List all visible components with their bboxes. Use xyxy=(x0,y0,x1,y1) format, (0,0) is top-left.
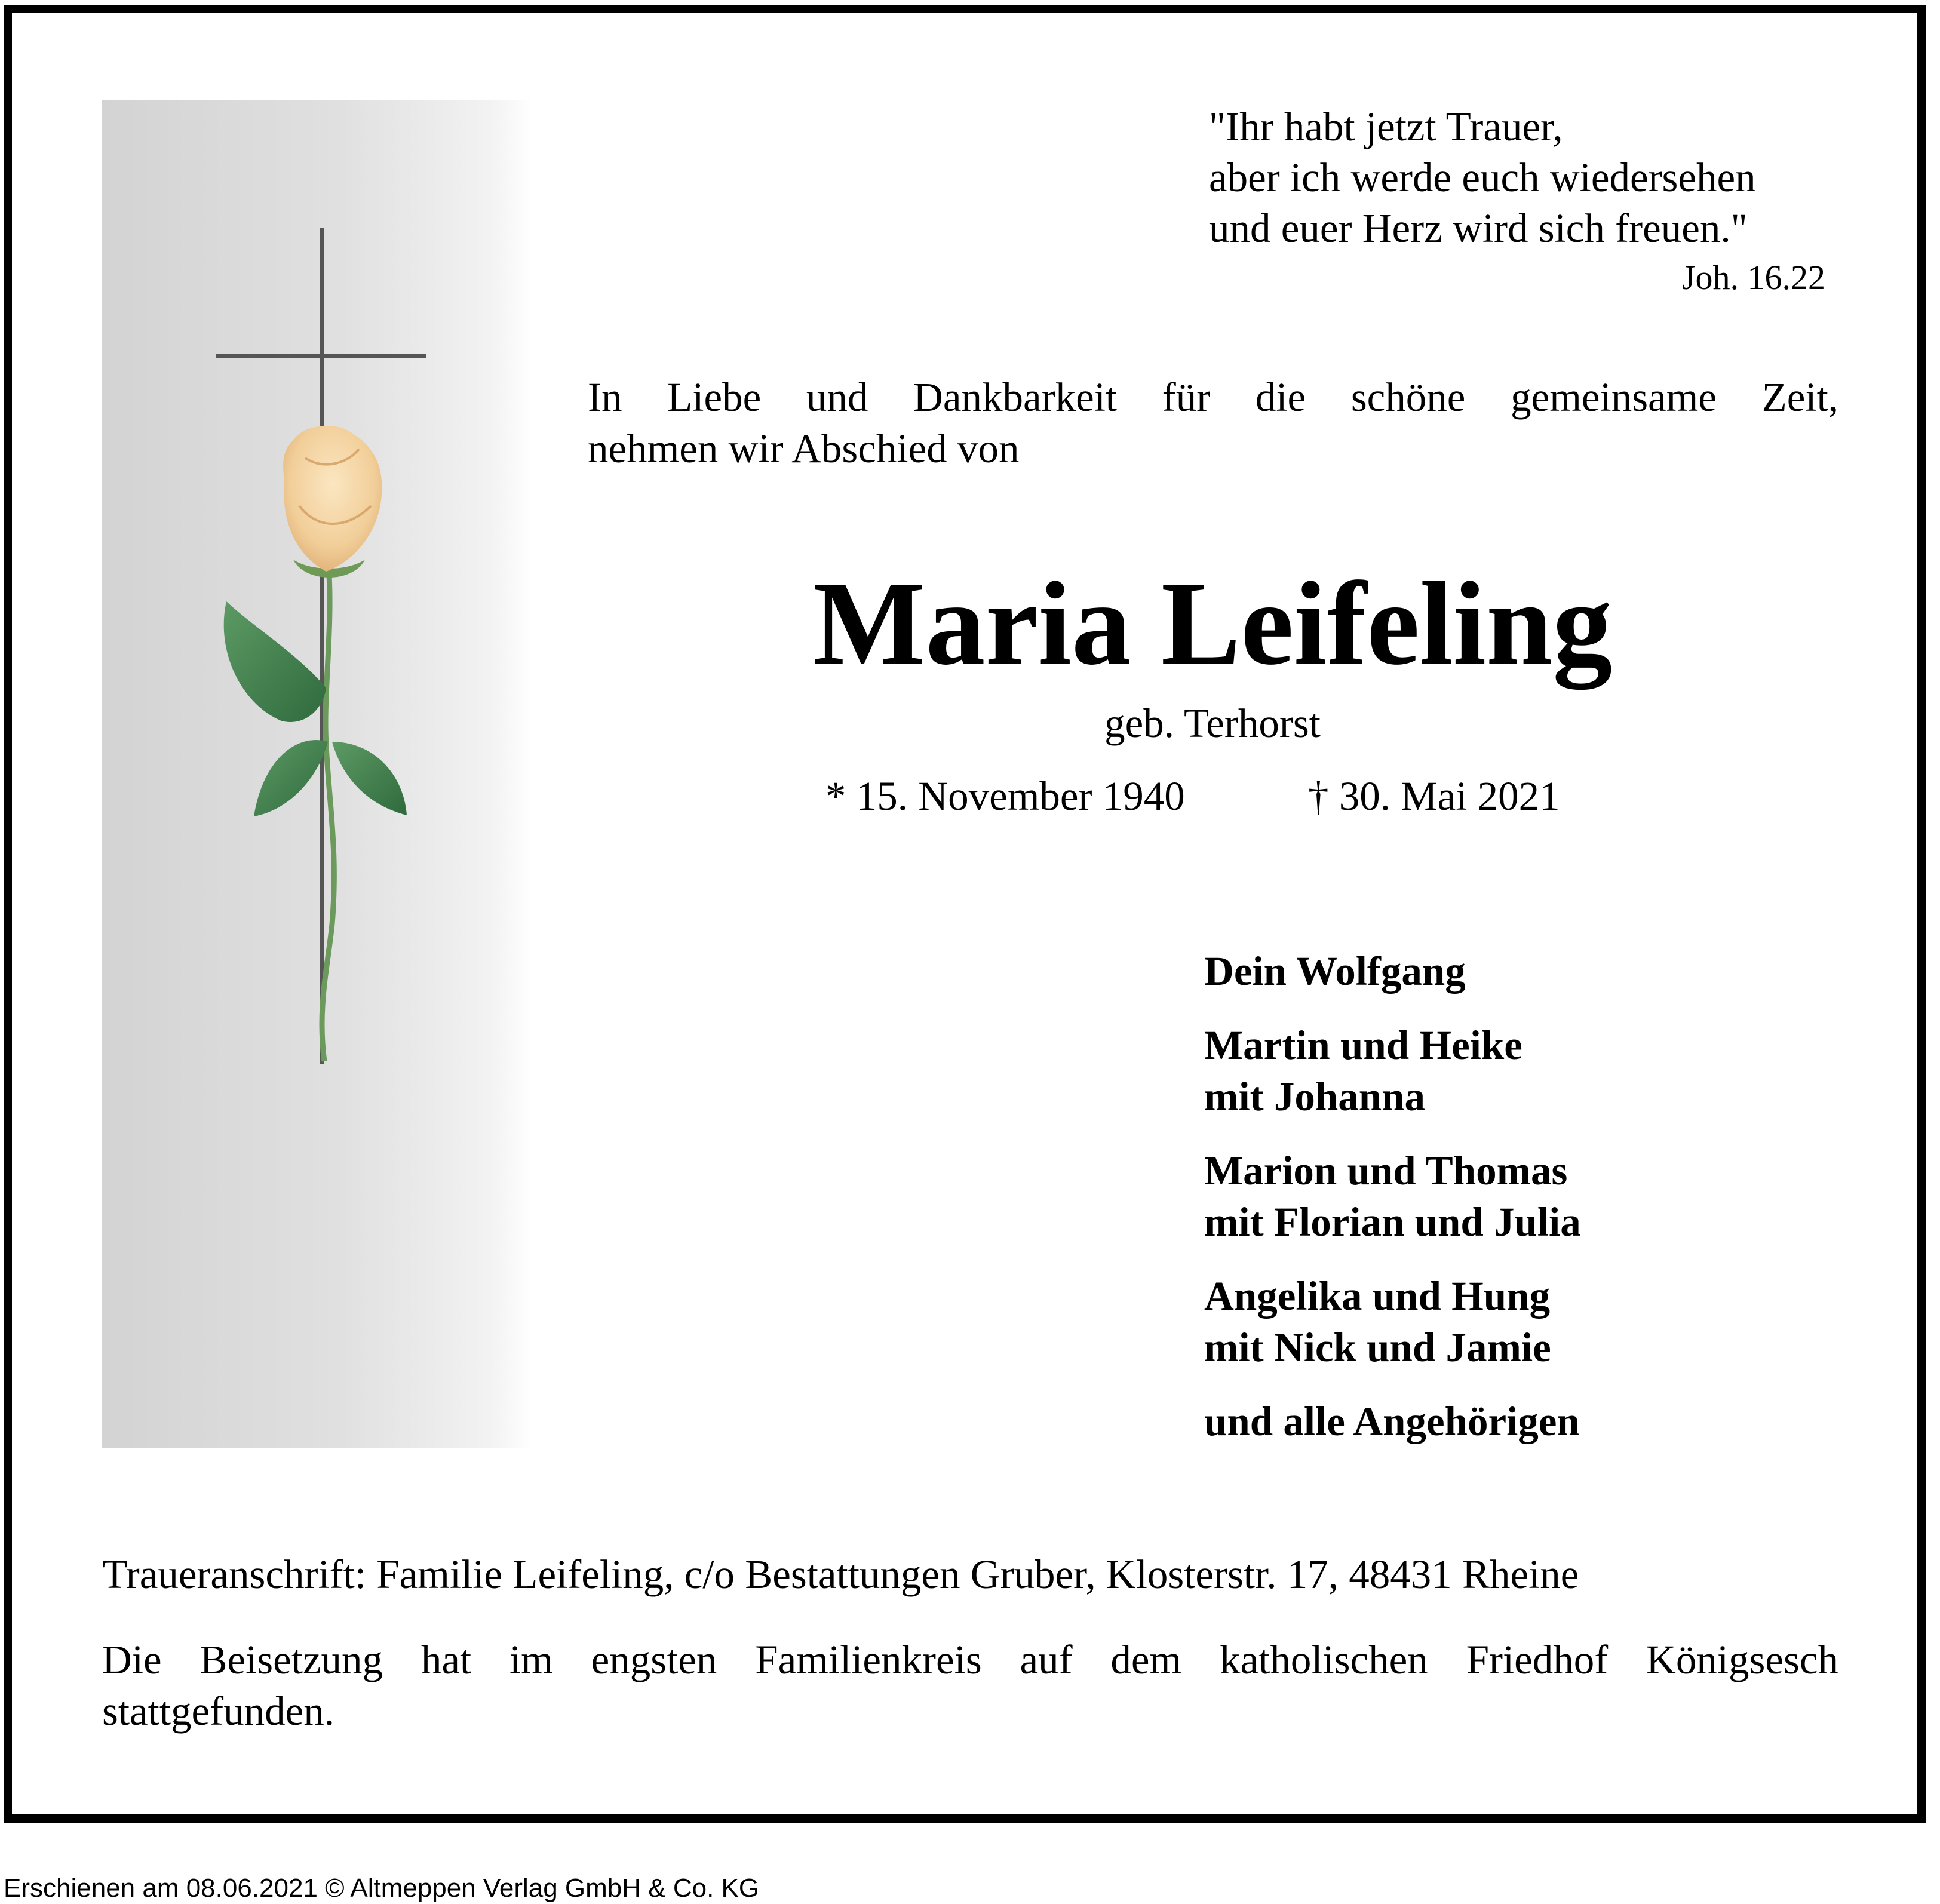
quote-reference: Joh. 16.22 xyxy=(1681,258,1825,297)
rose-bloom xyxy=(283,426,382,572)
bible-quote xyxy=(1209,102,1756,254)
death-date: † 30. Mai 2021 xyxy=(1308,773,1560,819)
mourner-line: Dein Wolfgang xyxy=(1204,948,1466,994)
quote-line: aber ich werde euch wiedersehen xyxy=(1209,155,1756,200)
mourner-line: Martin und Heike xyxy=(1204,1022,1522,1068)
mourners-list xyxy=(1204,945,1581,1470)
funeral-line-1: Die Beisetzung hat im engsten Familienkreis auf dem katholischen Friedhof Königsesch xyxy=(102,1637,1838,1682)
intro-line-1: In Liebe und Dankbarkeit für die schöne gemeinsame Zeit, xyxy=(588,374,1838,420)
funeral-note xyxy=(102,1634,1838,1737)
mourner-line: und alle Angehörigen xyxy=(1204,1399,1580,1444)
memorial-image-panel xyxy=(102,100,532,1448)
mourner-line: Angelika und Hung xyxy=(1204,1273,1551,1319)
mourner-line: mit Johanna xyxy=(1204,1074,1425,1119)
intro-text xyxy=(588,371,1838,474)
quote-line: und euer Herz wird sich freuen." xyxy=(1209,205,1748,251)
mourner-line: Marion und Thomas xyxy=(1204,1148,1568,1193)
cross-with-rose-icon xyxy=(102,100,532,1448)
mourner-group xyxy=(1204,1396,1581,1447)
mourning-address: Traueranschrift: Familie Leifeling, c/o Bestattungen Gruber, Klosterstr. 17, 48431 Rheine xyxy=(102,1552,1579,1597)
deceased-name: Maria Leifeling xyxy=(812,558,1613,690)
mourner-line: mit Nick und Jamie xyxy=(1204,1325,1551,1370)
publication-footer: Erschienen am 08.06.2021 © Altmeppen Verlag GmbH & Co. KG xyxy=(4,1874,760,1903)
mourner-group xyxy=(1204,1145,1581,1248)
rose-leaf-upper xyxy=(224,601,326,722)
cross-horizontal xyxy=(216,354,426,358)
maiden-name: geb. Terhorst xyxy=(1104,701,1321,746)
rose-leaf-left xyxy=(254,740,328,816)
funeral-line-2: stattgefunden. xyxy=(102,1688,334,1734)
intro-line-2: nehmen wir Abschied von xyxy=(588,426,1020,471)
mourner-group xyxy=(1204,945,1581,997)
mourner-group xyxy=(1204,1270,1581,1373)
rose-stem xyxy=(322,575,334,1061)
birth-date: * 15. November 1940 xyxy=(825,773,1185,819)
quote-line: "Ihr habt jetzt Trauer, xyxy=(1209,104,1563,149)
rose-leaf-right xyxy=(332,742,407,815)
mourner-line: mit Florian und Julia xyxy=(1204,1199,1581,1245)
mourner-group xyxy=(1204,1019,1581,1122)
